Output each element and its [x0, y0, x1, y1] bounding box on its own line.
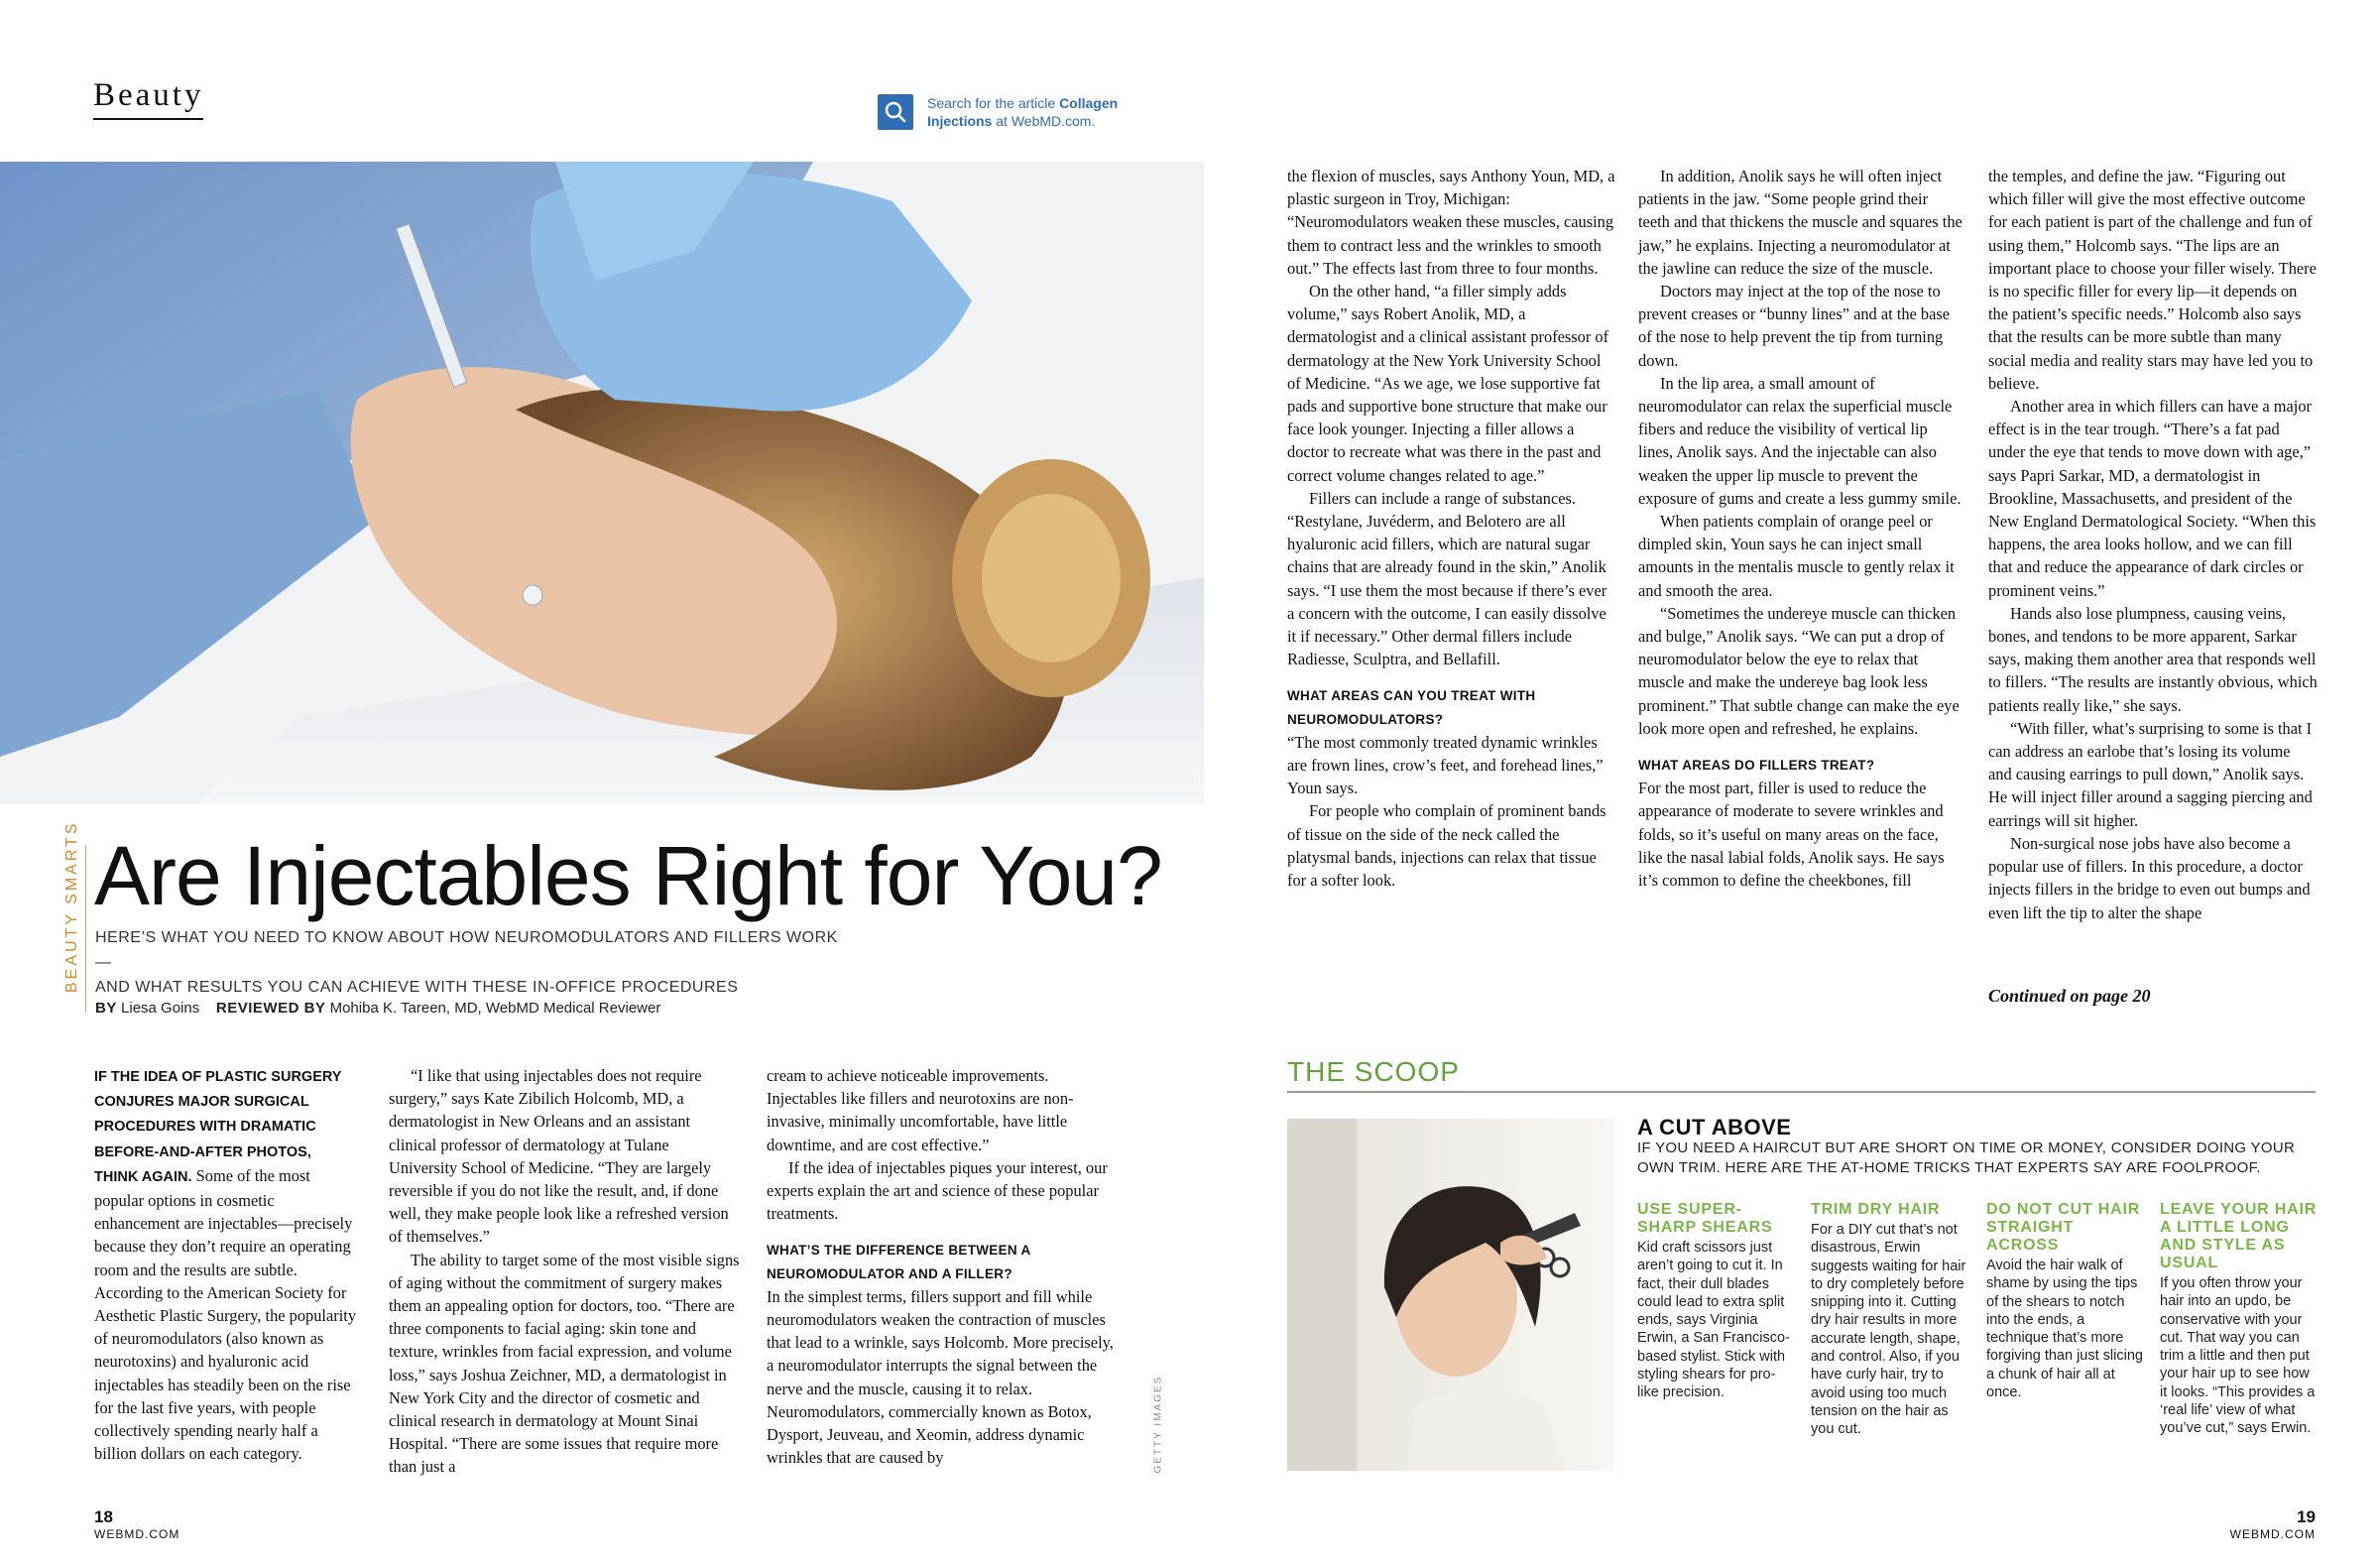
paragraph: Fillers can include a range of substances. “Restylane, Juvéderm, and Belotero are all hyaluronic acid fillers, which are natural sugar chains that are already found in the skin,” Anolik says. “I use them the most because if there’s ever a concern with the outcome, I can easily dissolve it if necessary.” Other dermal fillers include Radiesse, Sculptra, and Bellafill.: [1287, 488, 1607, 669]
search-icon[interactable]: [878, 94, 913, 130]
tip-body: Kid craft scissors just aren’t going to cut it. In fact, their dull blades could lead to extra split ends, says Virginia Erwin, a San Francisco-based stylist. Stick with styling shears for pro-like precision.: [1637, 1240, 1790, 1401]
tip-title: LEAVE YOUR HAIR A LITTLE LONG AND STYLE AS USUAL: [2160, 1201, 2318, 1271]
article-column-3: [767, 1064, 1119, 1469]
search-term[interactable]: Collagen Injections: [927, 95, 1119, 129]
photo-credit-text: GETTY IMAGES: [1152, 1375, 1164, 1474]
scoop-title: A CUT ABOVE: [1637, 1115, 1792, 1140]
paragraph: In the lip area, a small amount of neuromodulator can relax the superficial muscle fibers and reduce the visibility of vertical lip lines, Anolik says. And the injectable can also weaken the upper lip muscle to prevent the exposure of gums and create a less gummy smile.: [1638, 373, 1962, 508]
kicker-label: [61, 820, 81, 1007]
paragraph: Hands also lose plumpness, causing veins, bones, and tendons to be more apparent, Sarkar says, making them another area that responds well to fillers. “The results are instantly obvious, which patients really like,” she says.: [1988, 603, 2318, 715]
article-column-2: [389, 1064, 741, 1479]
paragraph: When patients complain of orange peel or dimpled skin, Youn says he can inject small amounts in the mentalis muscle to gently relax it and smooth the area.: [1638, 512, 1955, 600]
photo-credit: [1148, 1375, 1164, 1478]
paragraph: On the other hand, “a filler simply adds volume,” says Robert Anolik, MD, a dermatologist and a clinical assistant professor of dermatology at the New York University School of Medicine. “As we age, we lose supportive fat pads and supportive bone structure that make our face look younger. Injecting a filler allows a doctor to recreate what was there in the past and correct volume changes related to age.”: [1287, 282, 1609, 485]
kicker-divider: [85, 845, 86, 1012]
paragraph: For the most part, filler is used to reduce the appearance of moderate to severe wrinkles and folds, so it’s useful on many areas on the face, like the nasal labial folds, Anolik says. He says it’s common to define the cheekbones, fill: [1638, 779, 1945, 891]
site-name: WEBMD.COM: [2229, 1527, 2316, 1541]
page-number: 19: [2297, 1507, 2316, 1526]
tip-body: Avoid the hair walk of shame by using the tips of the shears to notch into the ends, a technique that’s more forgiving than just slicing a chunk of hair all at once.: [1986, 1258, 2143, 1401]
by-label: BY: [95, 1000, 117, 1017]
paragraph: Doctors may inject at the top of the nose to prevent creases or “bunny lines” and at the base of the nose to help prevent the tip from turning down.: [1638, 282, 1951, 370]
haircut-photo: [1287, 1119, 1614, 1471]
tip-card: [1811, 1201, 1969, 1439]
tip-title: USE SUPER-SHARP SHEARS: [1637, 1201, 1773, 1236]
page-number: 18: [94, 1507, 113, 1526]
byline: [95, 1000, 660, 1017]
tip-card: [1637, 1201, 1796, 1402]
article-column-1: [94, 1064, 357, 1465]
deck-line-2: AND WHAT RESULTS YOU CAN ACHIEVE WITH THESE IN-OFFICE PROCEDURES: [95, 979, 739, 996]
scoop-divider: [1287, 1091, 2316, 1093]
paragraph-text: Some of the most popular options in cosmetic enhancement are injectables—precisely because they don’t require an operating room and the results are subtle. According to the American Society for Aesthetic Plastic Surgery, the popularity of neuromodulators (also known as neurotoxins) and hyaluronic acid injectables has steadily been on the rise for the last five years, with people collectively spending nearly half a billion dollars on each category.: [94, 1165, 357, 1464]
tip-title: TRIM DRY HAIR: [1811, 1201, 1941, 1218]
kicker-text: BEAUTY SMARTS: [63, 820, 80, 993]
tip-body: For a DIY cut that’s not disastrous, Erwin suggests waiting for hair to dry completely before snipping into it. Cutting dry hair results in more accurate length, shape, and control. Also, if you have curly hair, try to avoid using too much tension on the hair as you cut.: [1811, 1222, 1966, 1438]
left-folio: [94, 1507, 179, 1541]
search-prompt-text: Search for the article: [927, 95, 1056, 111]
article-column-5: [1638, 165, 1964, 892]
subhead: WHAT AREAS CAN YOU TREAT WITH NEUROMODULATORS?: [1287, 688, 1536, 727]
article-deck: [95, 925, 849, 1000]
paragraph: Another area in which fillers can have a major effect is in the tear trough. “There’s a fat pad under the eye that tends to move down with age,” says Papri Sarkar, MD, a dermatologist in Brookline, Massachusetts, and president of the New England Dermatological Society. “When this happens, the area looks hollow, and we can fill that and reduce the appearance of dark circles or prominent veins.”: [1988, 397, 2317, 600]
tip-card: [1986, 1201, 2145, 1401]
hero-photo: [0, 162, 1204, 804]
right-folio: [2221, 1507, 2316, 1541]
tip-title: DO NOT CUT HAIR STRAIGHT ACROSS: [1986, 1201, 2141, 1254]
paragraph: “I like that using injectables does not require surgery,” says Kate Zibilich Holcomb, MD, a dermatologist in New Orleans and an assistant clinical professor of dermatology at Tulane University School of Medicine. “They are largely reversible if you do not like the result, and, if done well, they make people look like a refreshed version of themselves.”: [389, 1066, 729, 1247]
paragraph: cream to achieve noticeable improvements. Injectables like fillers and neurotoxins are non-invasive, minimally uncomfortable, have little downtime, and are cost effective.”: [767, 1066, 1074, 1154]
paragraph: the flexion of muscles, says Anthony Youn, MD, a plastic surgeon in Troy, Michigan: “Neuromodulators weaken these muscles, causing them to contract less and the wrinkles to smooth out.” The effects last from three to four months.: [1287, 167, 1615, 278]
paragraph: “With filler, what’s surprising to some is that I can address an earlobe that’s losing its volume and causing earrings to pull down,” Anolik says. He will inject filler around a sagging piercing and earrings will sit higher.: [1988, 718, 2313, 830]
scoop-deck: IF YOU NEED A HAIRCUT BUT ARE SHORT ON TIME OR MONEY, CONSIDER DOING YOUR OWN TRIM. HERE ARE THE AT-HOME TRICKS THAT EXPERTS SAY ARE FOOLPROOF.: [1637, 1140, 2296, 1176]
article-title: Are Injectables Right for You?: [94, 829, 1162, 922]
paragraph: [94, 1064, 357, 1465]
tip-card: [2160, 1201, 2319, 1438]
paragraph: In the simplest terms, fillers support and fill while neuromodulators weaken the contraction of muscles that lead to a wrinkle, says Holcomb. More precisely, a neuromodulator interrupts the signal between the nerve and the muscle, causing it to relax. Neuromodulators, commercially known as Botox, Dysport, Jeuveau, and Xeomin, address dynamic wrinkles that are caused by: [767, 1286, 1114, 1468]
paragraph: For people who complain of prominent bands of tissue on the side of the neck called the platysmal bands, injections can relax that tissue for a softer look.: [1287, 801, 1606, 891]
paragraph: If the idea of injectables piques your interest, our experts explain the art and science of these popular treatments.: [767, 1157, 1108, 1224]
continued-link[interactable]: Continued on page 20: [1988, 986, 2151, 1006]
reviewer: Mohiba K. Tareen, MD, WebMD Medical Reviewer: [329, 1000, 661, 1017]
paragraph: the temples, and define the jaw. “Figuring out which filler will give the most effective outcome for each patient is part of the challenge and fun of using them,” Holcomb says. “The lips are an important place to choose your filler wisely. There is no specific filler for every lip—it depends on the patient’s specific needs.” Holcomb also says that the results can be more subtle than many social media and reality stars may have led you to believe.: [1988, 167, 2317, 393]
lead-in: IF THE IDEA OF PLASTIC SURGERY CONJURES MAJOR SURGICAL PROCEDURES WITH DRAMATIC BEFORE-AND-AFTER PHOTOS, THINK AGAIN.: [94, 1069, 342, 1185]
author: Liesa Goins: [121, 1000, 200, 1017]
tip-body: If you often throw your hair into an updo, be conservative with your cut. That way you can trim a little and then put your hair up to see how it looks. “This provides a ‘real life’ view of what you’ve cut,” says Erwin.: [2160, 1275, 2316, 1437]
search-site: at WebMD.com.: [996, 113, 1096, 129]
paragraph: “Sometimes the undereye muscle can thicken and bulge,” Anolik says. “We can put a drop of neuromodulator below the eye to relax that muscle and make the undereye bag look less prominent.” That subtle change can make the eye look more open and refreshed, he explains.: [1638, 603, 1960, 738]
paragraph: In addition, Anolik says he will often inject patients in the jaw. “Some people grind their teeth and that thickens the muscle and squares the jaw,” he explains. Injecting a neuromodulator at the jawline can reduce the size of the muscle.: [1638, 167, 1963, 278]
subhead: WHAT’S THE DIFFERENCE BETWEEN A NEUROMODULATOR AND A FILLER?: [767, 1243, 1031, 1281]
scoop-heading: THE SCOOP: [1287, 1056, 1460, 1087]
deck-line-1: HERE’S WHAT YOU NEED TO KNOW ABOUT HOW NEUROMODULATORS AND FILLERS WORK—: [95, 929, 838, 971]
reviewed-label: REVIEWED BY: [215, 1000, 326, 1017]
paragraph: “The most commonly treated dynamic wrinkles are frown lines, crow’s feet, and forehead lines,” Youn says.: [1287, 732, 1604, 798]
search-prompt[interactable]: [927, 94, 1165, 130]
paragraph: Non-surgical nose jobs have also become a popular use of fillers. In this procedure, a doctor injects fillers in the bridge to even out bumps and even lift the tip to alter the shape: [1988, 833, 2311, 922]
article-column-4: [1287, 165, 1616, 892]
section-label: Beauty: [93, 77, 203, 120]
article-column-6: [1988, 165, 2318, 924]
subhead: WHAT AREAS DO FILLERS TREAT?: [1638, 758, 1875, 774]
site-name: WEBMD.COM: [94, 1527, 180, 1541]
paragraph: The ability to target some of the most visible signs of aging without the commitment of surgery makes them an appealing option for doctors, too. “There are three components to facial aging: skin tone and texture, wrinkles from facial expression, and volume loss,” says Joshua Zeichner, MD, a dermatologist in New York City and the director of cosmetic and clinical research in dermatology at Mount Sinai Hospital. “There are some issues that require more than just a: [389, 1250, 740, 1477]
